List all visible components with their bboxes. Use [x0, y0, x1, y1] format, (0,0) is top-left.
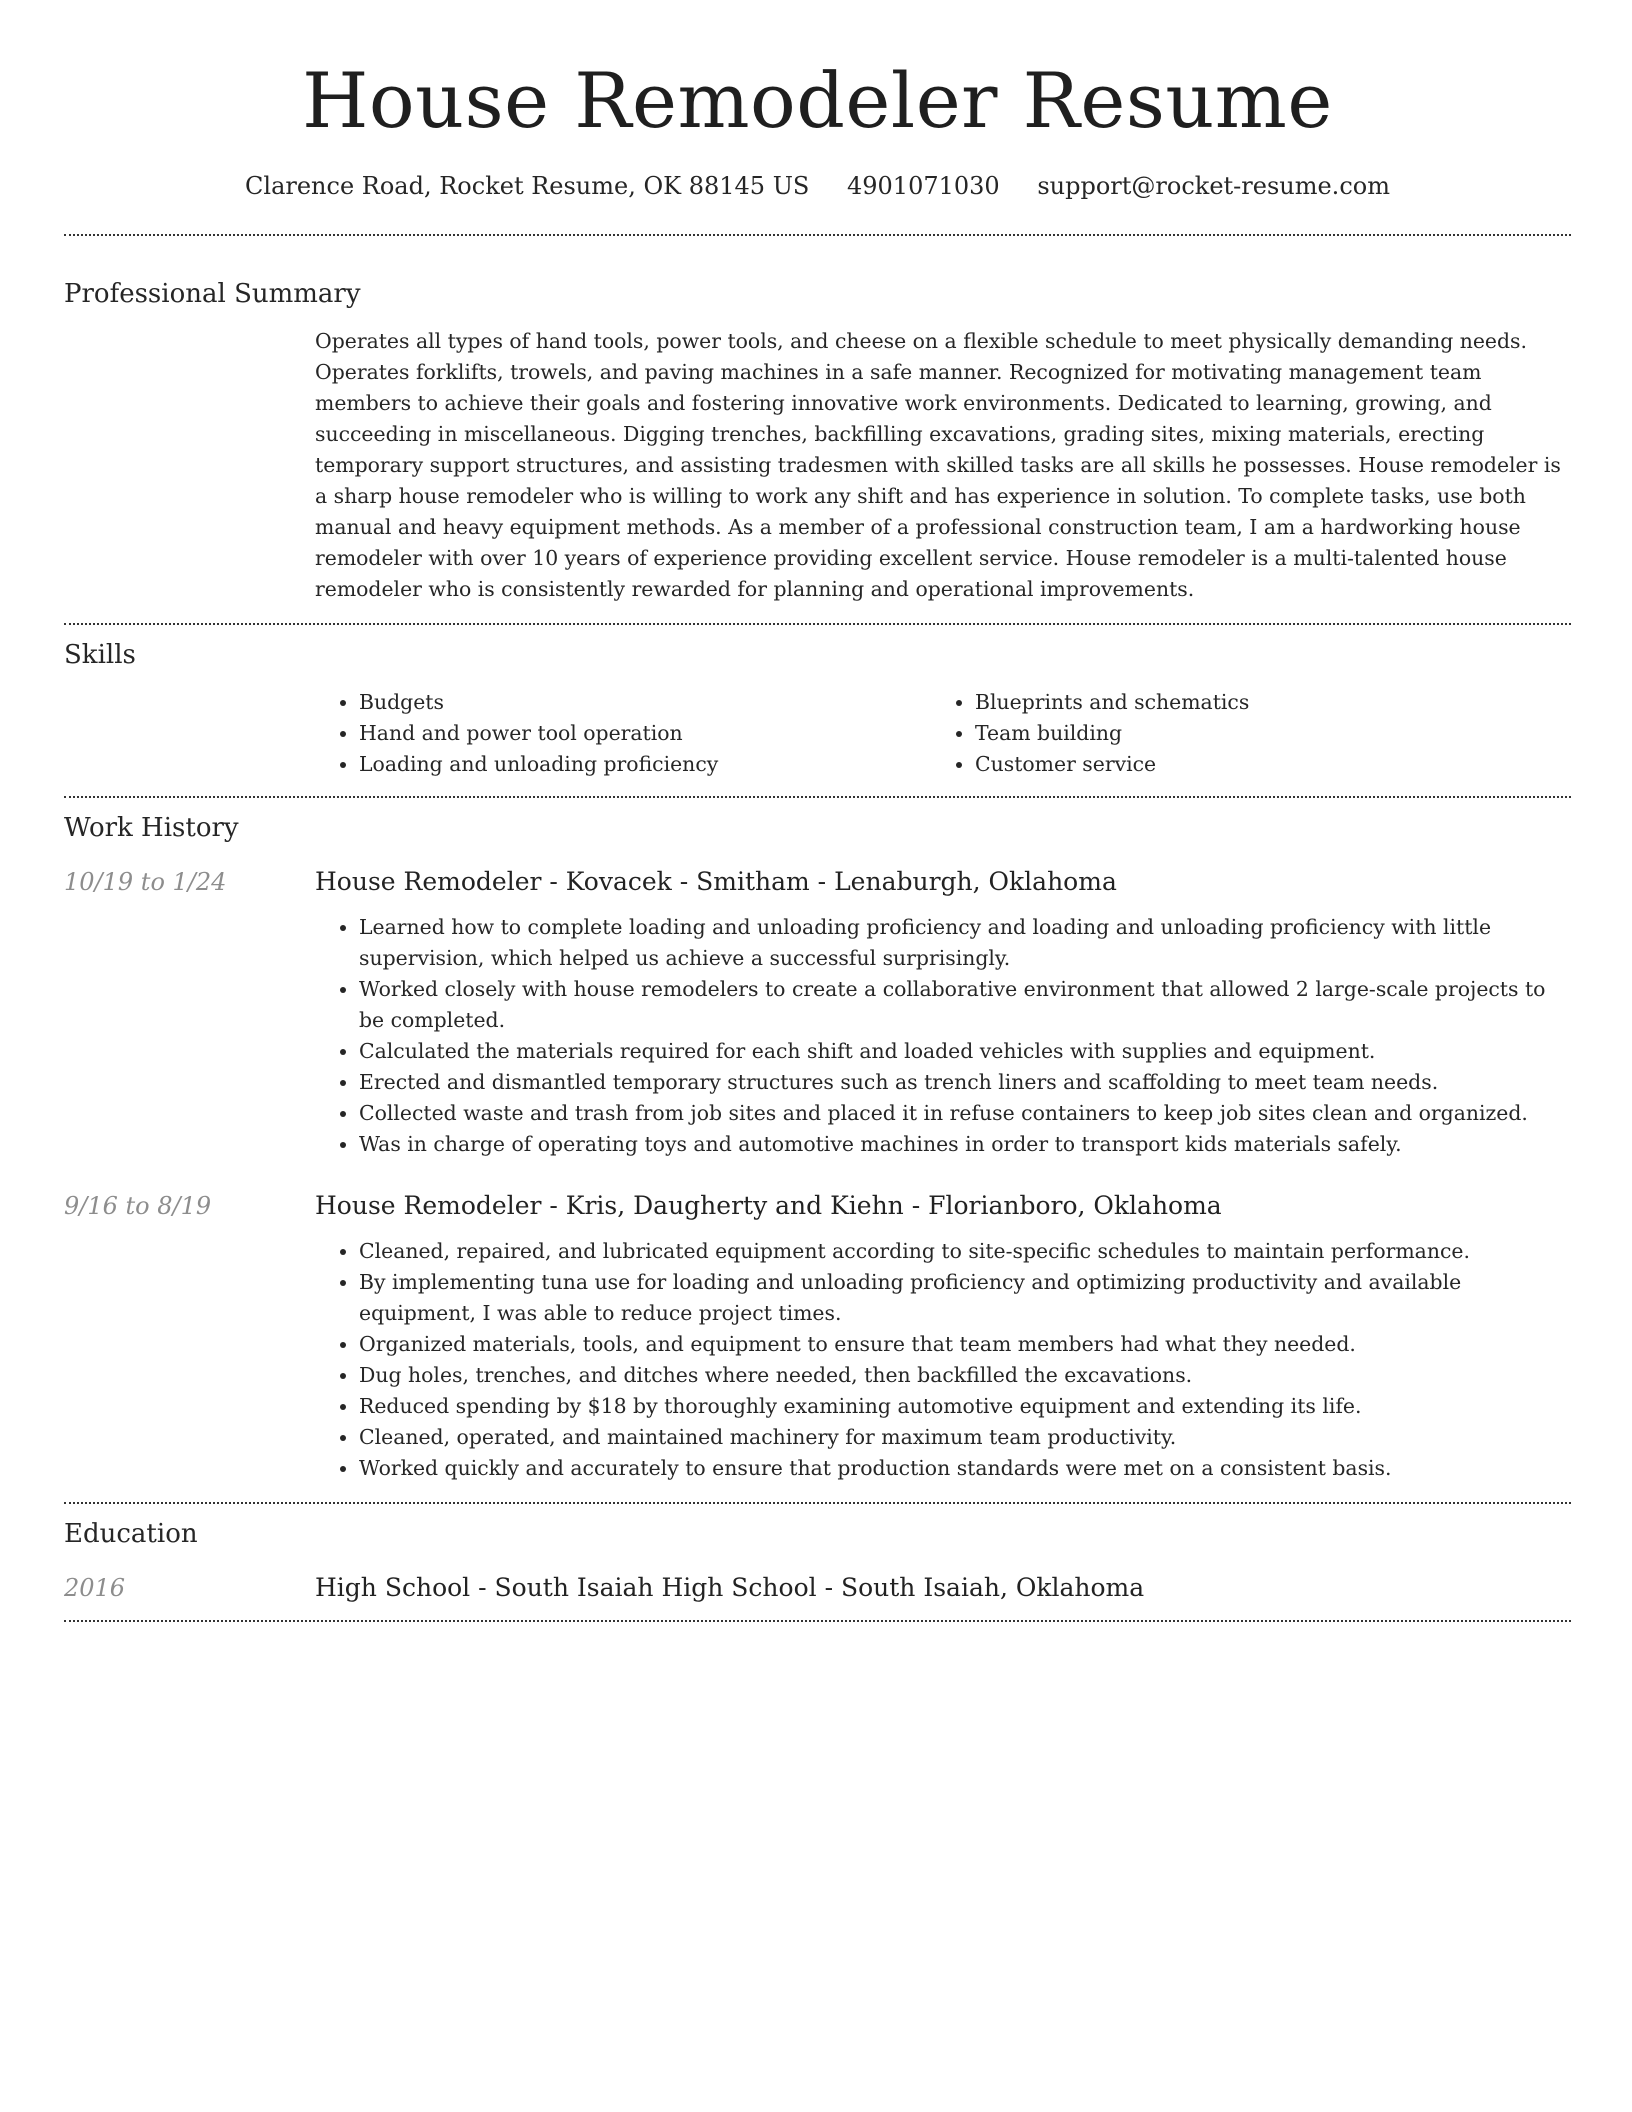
job-heading: House Remodeler - Kris, Daugherty and Kiehn - Florianboro, Oklahoma	[315, 1191, 1222, 1220]
job-bullet: • Was in charge of operating toys and automotive machines in order to transport kids materials safely.	[359, 1129, 1571, 1160]
skills-grid	[315, 687, 1571, 780]
summary-section	[64, 276, 1571, 625]
job-dates: 10/19 to 1/24	[64, 868, 227, 896]
job-bullet: • Reduced spending by $18 by thoroughly examining automotive equipment and extending its life.	[359, 1391, 1571, 1422]
job-bullet: • Collected waste and trash from job sites and placed it in refuse containers to keep job sites clean and organized.	[359, 1098, 1571, 1129]
job-bullets	[315, 912, 1571, 1160]
job-entry	[64, 864, 1571, 1160]
section-divider	[64, 1620, 1571, 1622]
skill-item: • Hand and power tool operation	[359, 718, 931, 749]
skills-section	[64, 637, 1571, 798]
job-heading: House Remodeler - Kovacek - Smitham - Lenaburgh, Oklahoma	[315, 867, 1117, 896]
work-section	[64, 810, 1571, 1504]
page-title: House Remodeler Resume	[302, 56, 1333, 145]
job-bullet: • Cleaned, operated, and maintained machinery for maximum team productivity.	[359, 1422, 1571, 1453]
skills-title: Skills	[64, 640, 136, 670]
skills-list-right	[931, 687, 1547, 780]
job-bullet: • Learned how to complete loading and unloading proficiency and loading and unloading proficiency with little supervision, which helped us achieve a successful surprisingly.	[359, 912, 1571, 974]
job-bullet: • Cleaned, repaired, and lubricated equipment according to site-specific schedules to maintain performance.	[359, 1236, 1571, 1267]
summary-title: Professional Summary	[64, 279, 361, 309]
job-body	[315, 1188, 1571, 1484]
job-entry	[64, 1188, 1571, 1484]
job-bullet: • Organized materials, tools, and equipment to ensure that team members had what they needed.	[359, 1329, 1571, 1360]
contact-line	[64, 168, 1571, 204]
contact-phone: 4901071030	[847, 172, 1000, 200]
education-entry	[64, 1570, 1571, 1606]
skill-item: • Loading and unloading proficiency	[359, 749, 931, 780]
job-dates: 9/16 to 8/19	[64, 1192, 212, 1220]
education-body	[315, 1570, 1571, 1606]
job-bullet: • Worked quickly and accurately to ensure that production standards were met on a consistent basis.	[359, 1453, 1571, 1484]
job-bullet: • Dug holes, trenches, and ditches where needed, then backfilled the excavations.	[359, 1360, 1571, 1391]
skill-item: • Blueprints and schematics	[975, 687, 1547, 718]
education-title: Education	[64, 1519, 198, 1549]
section-divider	[64, 234, 1571, 236]
skill-item: • Customer service	[975, 749, 1547, 780]
section-divider	[64, 1502, 1571, 1504]
contact-email: support@rocket-resume.com	[1037, 172, 1390, 200]
job-bullet: • Calculated the materials required for each shift and loaded vehicles with supplies and equipment.	[359, 1036, 1571, 1067]
education-section	[64, 1516, 1571, 1622]
section-divider	[64, 796, 1571, 798]
section-divider	[64, 623, 1571, 625]
education-heading: High School - South Isaiah High School - South Isaiah, Oklahoma	[315, 1573, 1145, 1602]
resume-page	[64, 0, 1571, 1622]
skill-item: • Team building	[975, 718, 1547, 749]
job-bullets	[315, 1236, 1571, 1484]
contact-address: Clarence Road, Rocket Resume, OK 88145 US	[245, 172, 810, 200]
skill-item: • Budgets	[359, 687, 931, 718]
job-bullet: • By implementing tuna use for loading and unloading proficiency and optimizing productivity and available equipment, I was able to reduce project times.	[359, 1267, 1571, 1329]
education-year: 2016	[64, 1574, 126, 1602]
job-bullet: • Erected and dismantled temporary structures such as trench liners and scaffolding to meet team needs.	[359, 1067, 1571, 1098]
job-body	[315, 864, 1571, 1160]
summary-text: Operates all types of hand tools, power tools, and cheese on a flexible schedule to meet physically demanding needs. Operates forklifts, trowels, and paving machines in a safe manner. Recognized for motivating management team members to achieve their goals and fostering innovative work environments. Dedicated to learning, growing, and succeeding in miscellaneous. Digging trenches, backfilling excavations, grading sites, mixing materials, erecting temporary support structures, and assisting tradesmen with skilled tasks are all skills he possesses. House remodeler is a sharp house remodeler who is willing to work any shift and has experience in solution. To complete tasks, use both manual and heavy equipment methods. As a member of a professional construction team, I am a hardworking house remodeler with over 10 years of experience providing excellent service. House remodeler is a multi-talented house remodeler who is consistently rewarded for planning and operational improvements.	[315, 329, 1561, 601]
skills-list-left	[315, 687, 931, 780]
work-title: Work History	[64, 813, 239, 843]
job-bullet: • Worked closely with house remodelers to create a collaborative environment that allowed 2 large-scale projects to be completed.	[359, 974, 1571, 1036]
